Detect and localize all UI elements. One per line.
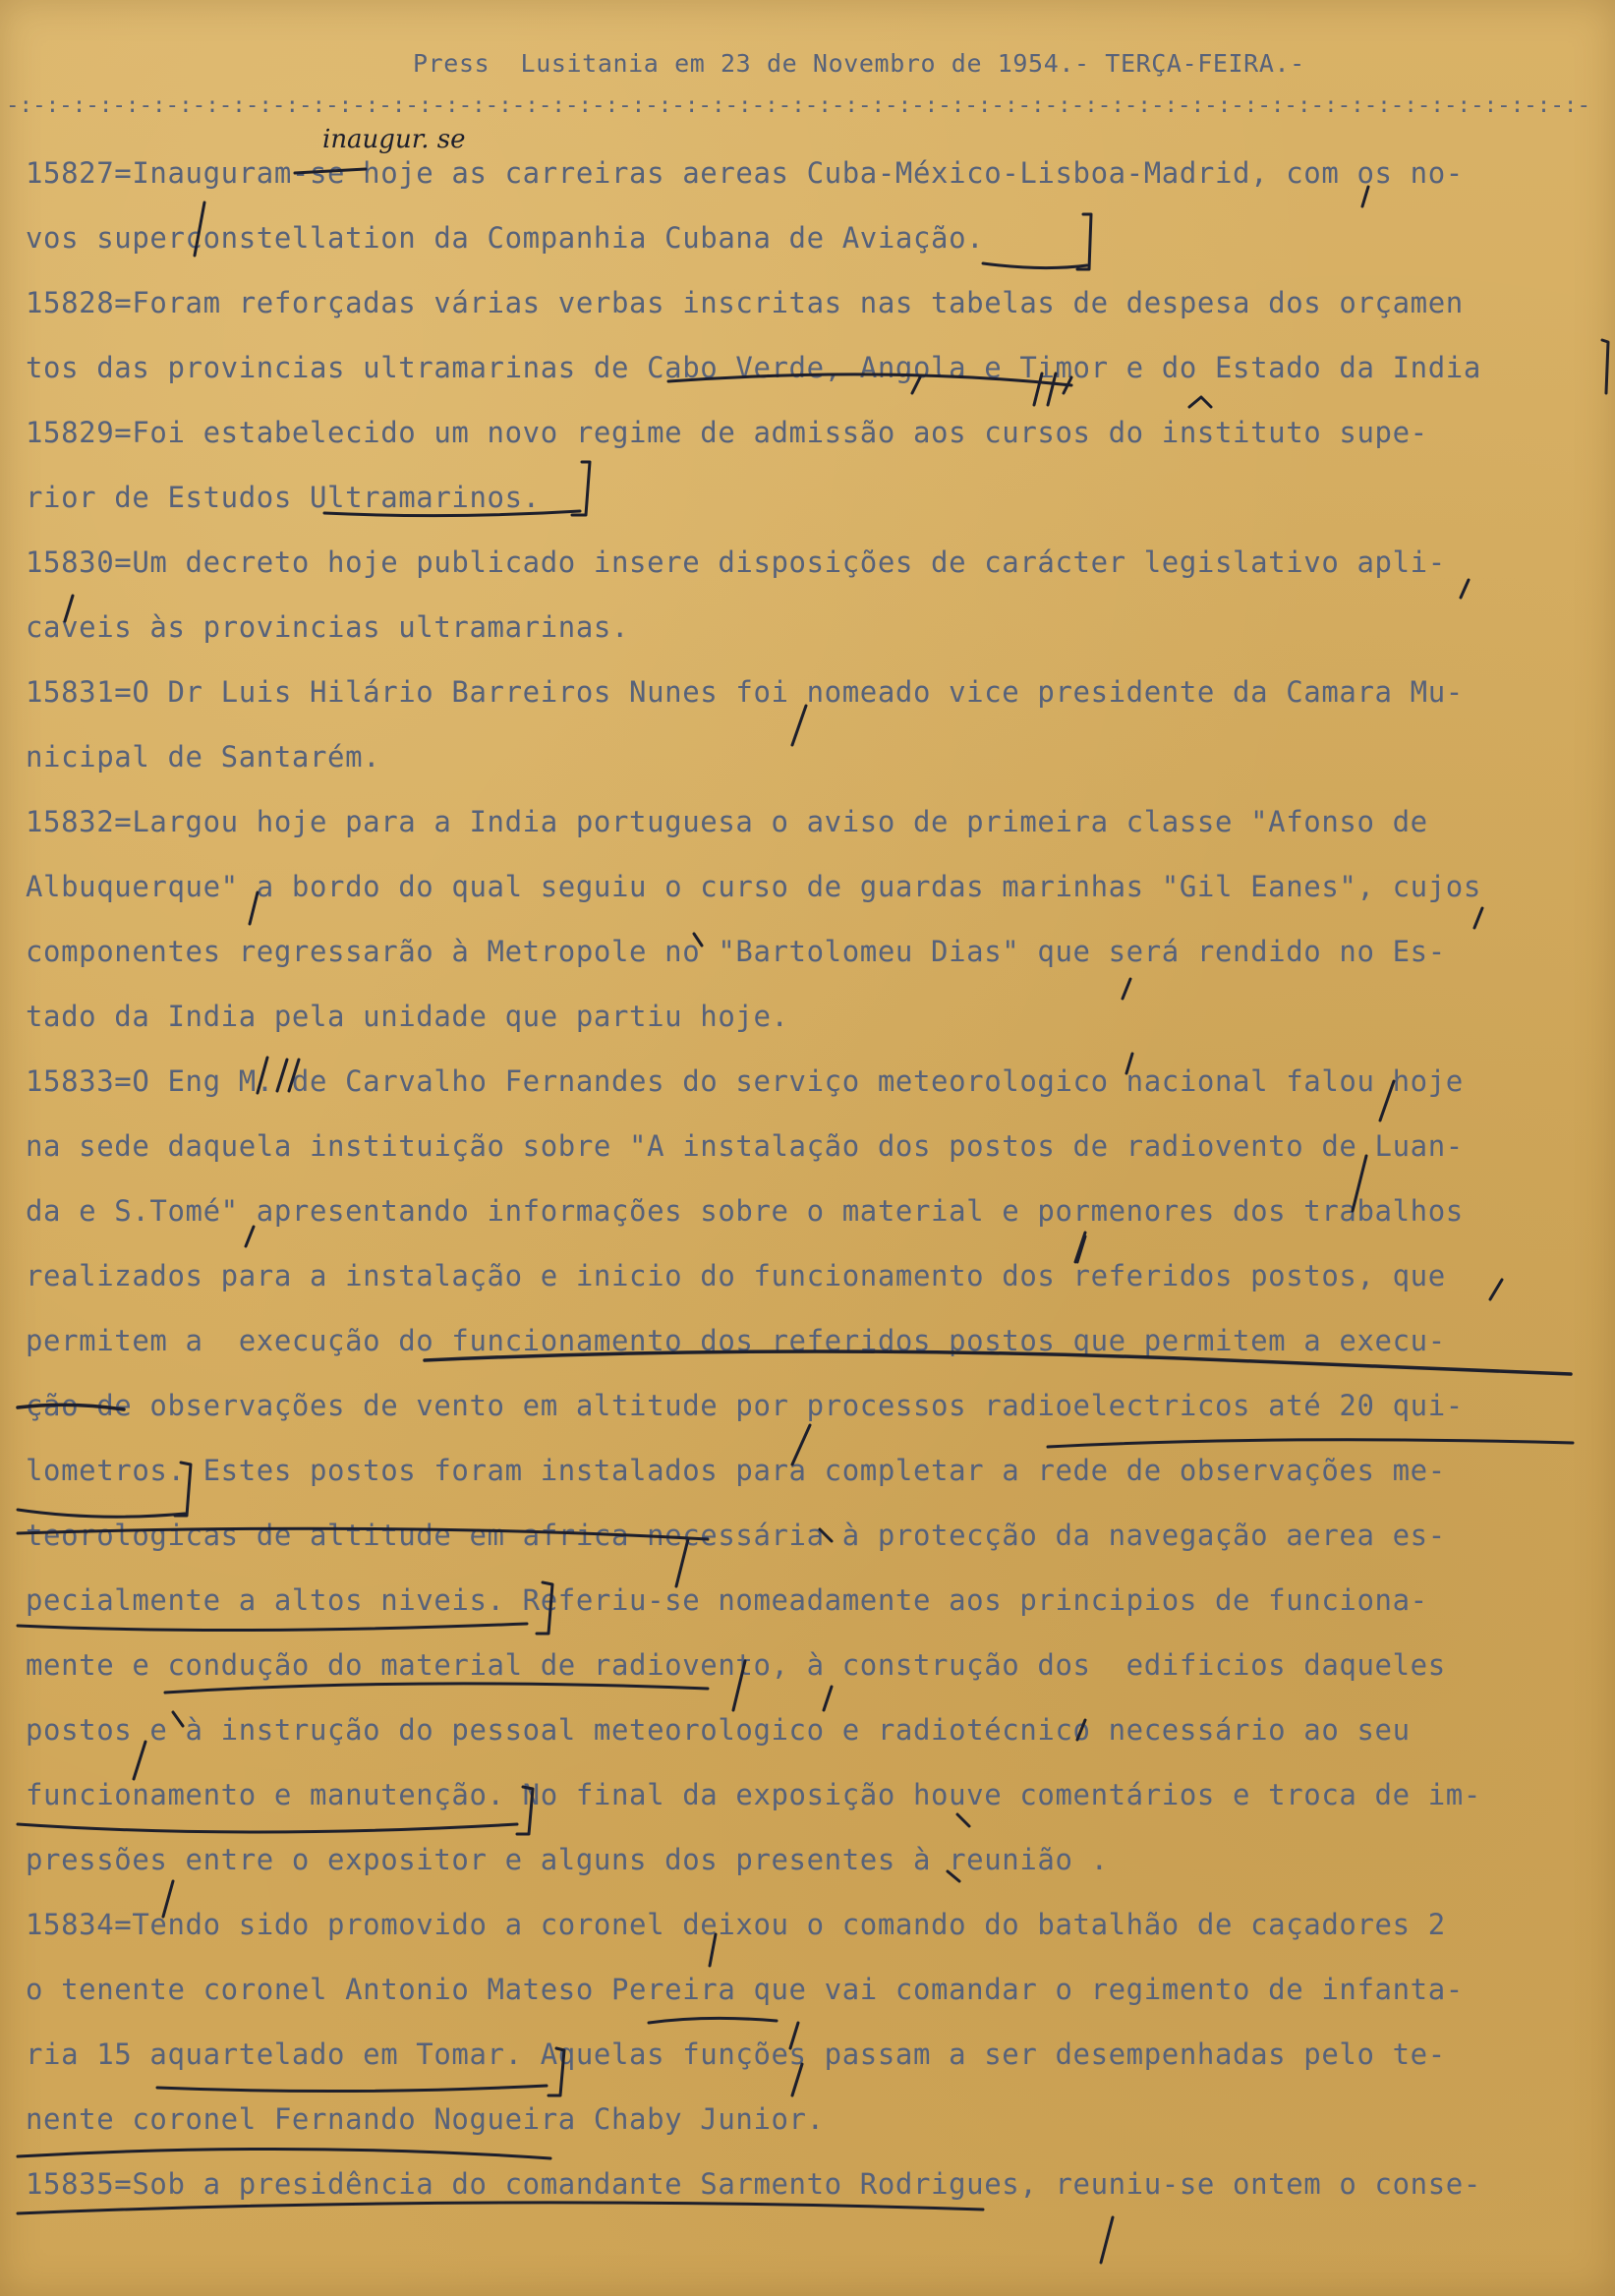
text-line: ção de observações de vento em altitude por processos radioelectricos até 20 qui- bbox=[26, 1389, 1464, 1422]
text-line: 15831=O Dr Luis Hilário Barreiros Nunes foi nomeado vice presidente da Camara Mu- bbox=[26, 675, 1464, 709]
slash-mark bbox=[246, 1227, 254, 1246]
caret-mark bbox=[957, 1814, 969, 1826]
text-line: pressões entre o expositor e alguns dos presentes à reunião . bbox=[26, 1843, 1109, 1876]
text-line: tos das provincias ultramarinas de Cabo Verde, Angola e Timor e do Estado da India bbox=[26, 351, 1481, 384]
text-line: 15835=Sob a presidência do comandante Sarmento Rodrigues, reuniu-se ontem o conse- bbox=[26, 2167, 1481, 2201]
close-bracket-mark bbox=[1077, 214, 1091, 269]
text-line: na sede daquela instituição sobre "A instalação dos postos de radiovento de Luan- bbox=[26, 1129, 1464, 1163]
text-line: lometros. Estes postos foram instalados para completar a rede de observações me- bbox=[26, 1454, 1446, 1487]
text-line: nicipal de Santarém. bbox=[26, 740, 381, 774]
text-line: 15827=Inauguram-se hoje as carreiras aereas Cuba-México-Lisboa-Madrid, com os no- bbox=[26, 156, 1464, 190]
caret-mark bbox=[1189, 397, 1211, 407]
text-line: 15834=Tendo sido promovido a coronel deixou o comando do batalhão de caçadores 2 bbox=[26, 1908, 1446, 1941]
text-line: rior de Estudos Ultramarinos. bbox=[26, 481, 541, 514]
underline-mark bbox=[165, 1684, 708, 1693]
text-line: o tenente coronel Antonio Mateso Pereira que vai comandar o regimento de infanta- bbox=[26, 1973, 1464, 2006]
text-line: 15833=O Eng M. de Carvalho Fernandes do serviço meteorologico nacional falou hoje bbox=[26, 1064, 1464, 1098]
text-line: componentes regressarão à Metropole no "Bartolomeu Dias" que será rendido no Es- bbox=[26, 935, 1446, 968]
underline-mark bbox=[983, 263, 1087, 268]
text-line: vos superconstellation da Companhia Cubana de Aviação. bbox=[26, 221, 985, 255]
slash-mark bbox=[1075, 1233, 1085, 1262]
text-line: ria 15 aquartelado em Tomar. Aquelas funções passam a ser desempenhadas pelo te- bbox=[26, 2038, 1446, 2071]
slash-mark bbox=[1362, 187, 1368, 206]
text-line: Albuquerque" a bordo do qual seguiu o curso de guardas marinhas "Gil Eanes", cujos bbox=[26, 870, 1481, 903]
underline-mark bbox=[18, 2203, 983, 2213]
page-header: Press Lusitania em 23 de Novembro de 1954.- TERÇA-FEIRA.- bbox=[413, 49, 1305, 78]
text-line: 15828=Foram reforçadas várias verbas inscritas nas tabelas de despesa dos orçamen bbox=[26, 286, 1464, 319]
text-line: caveis às provincias ultramarinas. bbox=[26, 610, 630, 644]
text-line: realizados para a instalação e inicio do funcionamento dos referidos postos, que bbox=[26, 1259, 1446, 1292]
text-line: 15829=Foi estabelecido um novo regime de admissão aos cursos do instituto supe- bbox=[26, 416, 1428, 449]
handwritten-insert: inaugur. se bbox=[322, 125, 466, 154]
text-line: postos e à instrução do pessoal meteorologico e radiotécnico necessário ao seu bbox=[26, 1713, 1411, 1747]
text-line: teorologicas de altitude em africa necessária à protecção da navegação aerea es- bbox=[26, 1519, 1446, 1552]
slash-mark bbox=[1101, 2217, 1113, 2263]
slash-mark bbox=[792, 706, 806, 745]
text-line: mente e condução do material de radiovento, à construção dos edificios daqueles bbox=[26, 1648, 1446, 1682]
text-line: 15830=Um decreto hoje publicado insere disposições de carácter legislativo apli- bbox=[26, 545, 1446, 579]
margin-bracket-mark bbox=[1602, 340, 1608, 393]
text-line: tado da India pela unidade que partiu hoje. bbox=[26, 1000, 789, 1033]
slash-mark bbox=[1123, 979, 1130, 999]
text-line: permitem a execução do funcionamento dos referidos postos que permitem a execu- bbox=[26, 1324, 1446, 1357]
header-divider: -:-:-:-:-:-:-:-:-:-:-:-:-:-:-:-:-:-:-:-:-:-:-:-:-:-:-:-:-:-:-:-:-:-:-:-:-:-:-:-:-:-:-:-:-:-:-:-:-:-:-:-:-:-:-:-:-:-:-:- bbox=[6, 92, 1590, 118]
curve-mark bbox=[18, 2149, 550, 2158]
slash-mark bbox=[134, 1742, 145, 1779]
text-line: pecialmente a altos niveis. Referiu-se nomeadamente aos principios de funciona- bbox=[26, 1583, 1428, 1617]
text-line: funcionamento e manutenção. No final da exposição houve comentários e troca de im- bbox=[26, 1778, 1481, 1811]
text-line: nente coronel Fernando Nogueira Chaby Junior. bbox=[26, 2102, 825, 2136]
close-bracket-mark bbox=[572, 462, 590, 515]
underline-mark bbox=[649, 2018, 777, 2023]
underline-mark bbox=[18, 1510, 185, 1517]
underline-mark bbox=[18, 1824, 517, 1832]
slash-mark bbox=[1490, 1280, 1502, 1299]
slash-mark bbox=[824, 1687, 832, 1710]
underline-mark bbox=[157, 2086, 547, 2092]
text-line: da e S.Tomé" apresentando informações sobre o material e pormenores dos trabalhos bbox=[26, 1194, 1464, 1228]
text-line: 15832=Largou hoje para a India portuguesa o aviso de primeira classe "Afonso de bbox=[26, 805, 1428, 838]
underline-mark bbox=[1048, 1440, 1573, 1447]
slash-mark bbox=[1461, 580, 1469, 598]
underline-mark bbox=[18, 1624, 527, 1631]
slash-mark bbox=[1474, 908, 1482, 928]
